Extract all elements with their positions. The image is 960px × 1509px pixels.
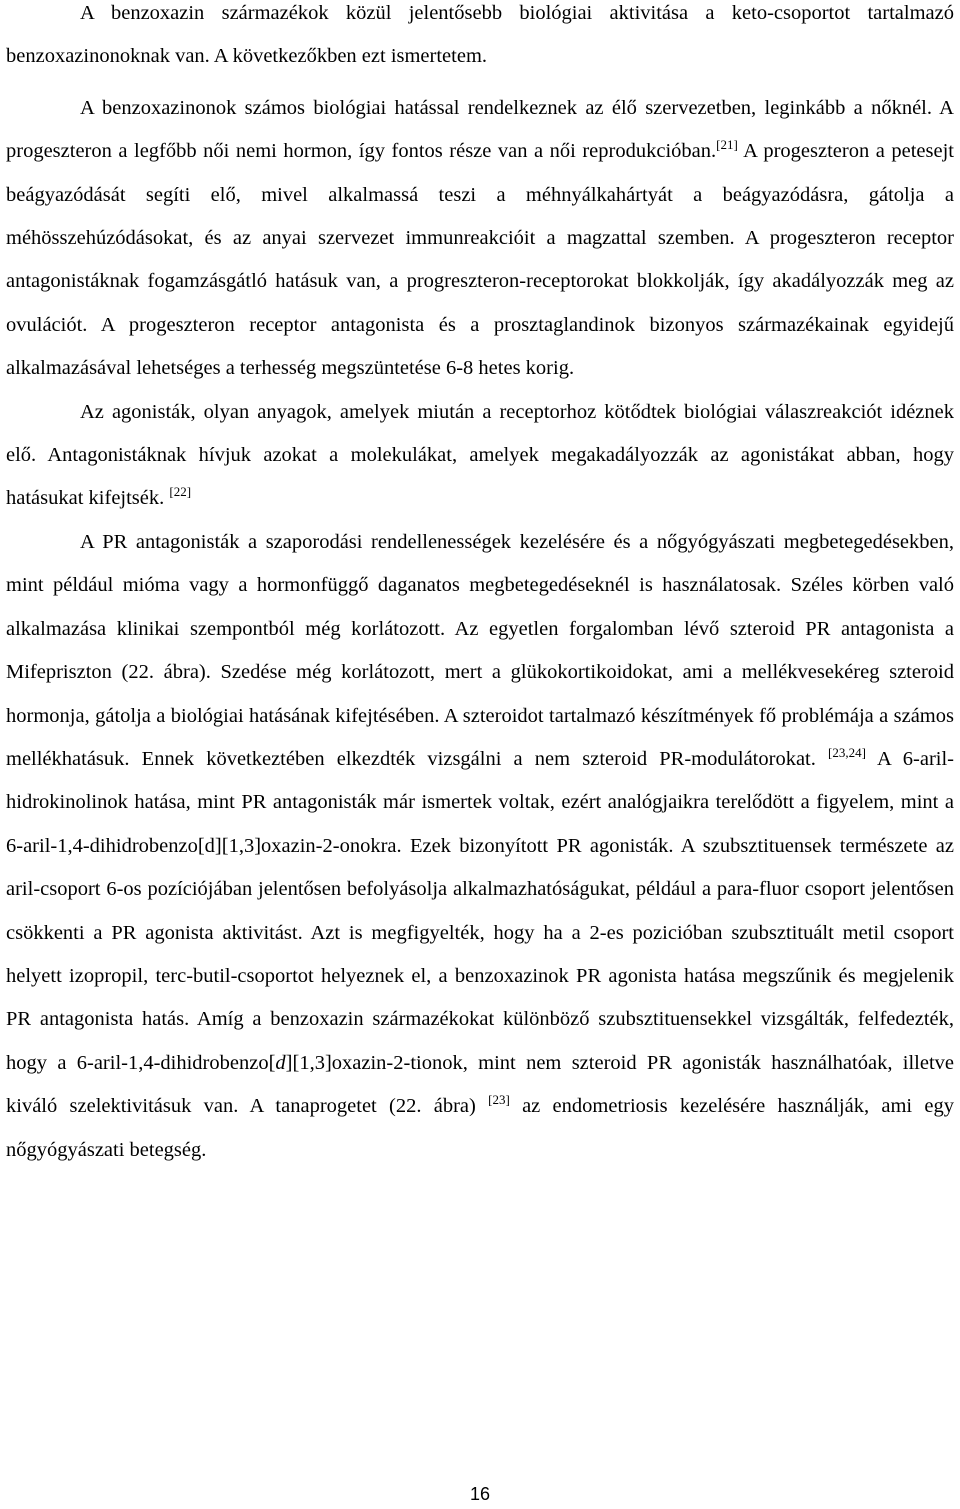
paragraph-text: az endometriosis kezelésére használják, ami egy nőgyógyászati betegség. xyxy=(6,1095,954,1161)
paragraph-text: ][1,3]oxazin-2-tionok, mint nem szteroid PR agonisták használhatóak, illetve kiváló szelektivitásuk van. A tanaprogetet (22. ábra) xyxy=(6,1051,954,1118)
paragraph-text: A PR antagonisták a szaporodási rendellenességek kezelésére és a nőgyógyászati megbetegedésekben, mint például mióma vagy a hormonfüggő daganatos megbetegedéseknél is használatosak. Széles körben való alkalmazása klinikai szempontból még korlátozott. Az egyetlen forgalomban lévő szteroid PR antagonista a Mifepriszton (22. ábra). Szedése még korlátozott, mert a glükokortikoidokat, ami a mellékvesekéreg szteroid hormonja, gátolja a biológiai hatásának kifejtésében. A szteroidot tartalmazó készítmények fő problémája a számos mellékhatásuk. Ennek következtében elkezdték vizsgálni a nem szteroid PR-modulátorokat. xyxy=(6,530,954,770)
document-page xyxy=(6,0,954,1172)
paragraph-text: Az agonisták, olyan anyagok, amelyek miután a receptorhoz kötődtek biológiai válaszreakciót idéznek elő. Antagonistáknak hívjuk azokat a molekulákat, amelyek megakadályozzák az agonistákat abban, hogy hatásukat kifejtsék. xyxy=(6,400,954,510)
paragraph-biologiai-hatas xyxy=(6,87,954,391)
paragraph-benzoxazinonok-intro xyxy=(6,0,954,79)
paragraph-text: A progeszteron a petesejt beágyazódását segíti elő, mivel alkalmassá teszi a méhnyálkahártyát a beágyazódásra, gátolja a méhösszehúzódásokat, és az anyai szervezet immunreakcióit a magzattal szemben. A progeszteron receptor antagonistáknak fogamzásgátló hatásuk van, a progreszteron-receptorokat blokkolják, így akadályozzák meg az ovulációt. A progeszteron receptor antagonista és a prosztaglandinok bizonyos származékainak egyidejű alkalmazásával lehetséges a terhesség megszüntetése 6-8 hetes korig. xyxy=(6,140,954,380)
citation-reference: [22] xyxy=(169,484,192,500)
citation-reference: [23,24] xyxy=(828,744,866,760)
citation-reference: [23] xyxy=(488,1092,510,1108)
paragraph-pr-antagonistak xyxy=(6,521,954,1172)
paragraph-text: A benzoxazinonok számos biológiai hatással rendelkeznek az élő szervezetben, leginkább a nőknél. A progeszteron a legfőbb női nemi hormon, így fontos része van a női reprodukcióban. xyxy=(6,96,954,163)
paragraph-agonistak xyxy=(6,391,954,521)
paragraph-text: A benzoxazin származékok közül jelentősebb biológiai aktivitása a keto-csoportot tartalmazó benzoxazinonoknak van. A következőkben ezt ismertetem. xyxy=(6,2,954,68)
paragraph-text: A 6-aril-hidrokinolinok hatása, mint PR antagonisták már ismertek voltak, ezért analógjaikra terelődött a figyelem, mint a 6-aril-1,4-dihidrobenzo[d][1,3]oxazin-2-onokra. Ezek bizonyított PR agonisták. A szubsztituensek természete az aril-csoport 6-os pozíciójában jelentősen befolyásolja alkalmazhatóságukat, például a para-fluor csoport jelentősen csökkenti a PR agonista aktivitást. Azt is megfigyelték, hogy ha a 2-es pozicióban szubsztituált metil csoport helyett izopropil, terc-butil-csoportot helyeznek el, a benzoxazinok PR agonista hatása megszűnik és megjelenik PR antagonista hatás. Amíg a benzoxazin származékokat különböző szubsztituensekkel vizsgálták, felfedezték, hogy a 6-aril-1,4-dihidrobenzo[ xyxy=(6,747,954,1074)
italic-text: d xyxy=(275,1051,286,1074)
citation-reference: [21] xyxy=(716,137,738,153)
page-number: 16 xyxy=(469,1484,491,1504)
